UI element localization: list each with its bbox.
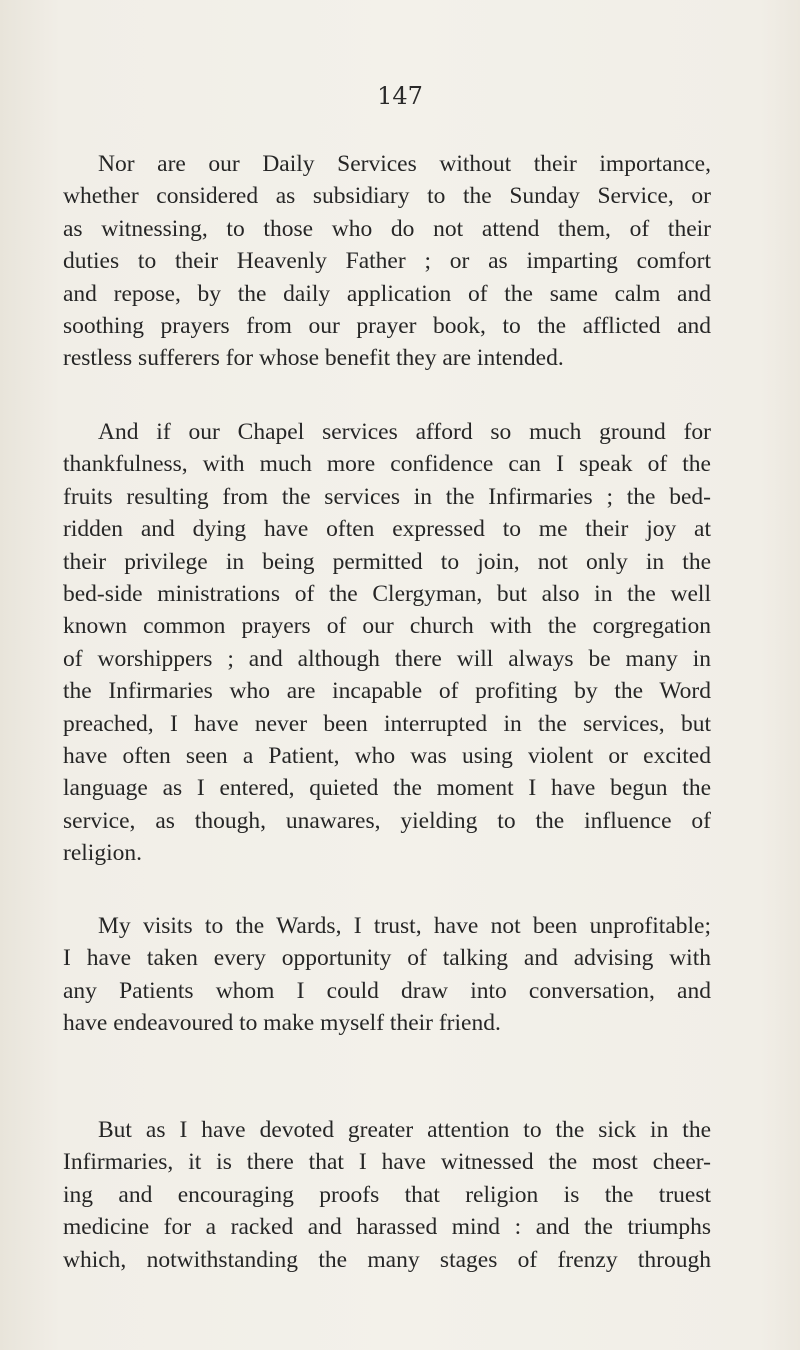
paragraph-line: Infirmaries, it is there that I have witnessed the most cheer- [63,1149,711,1176]
paragraph-line: My visits to the Wards, I trust, have not been unprofitable; [98,913,711,939]
paragraph-line: medicine for a racked and harassed mind : and the triumphs [63,1214,711,1241]
paragraph-line: of worshippers ; and although there will always be many in [63,645,711,672]
paragraph-line: as witnessing, to those who do not attend them, of their [63,215,711,242]
paragraph-line: which, notwithstanding the many stages of frenzy through [63,1246,711,1273]
paragraph-line: soothing prayers from our prayer book, to the afflicted and [63,312,711,339]
paragraph-4 [63,1114,711,1276]
paragraph-line: bed-side ministrations of the Clergyman, but also in the well [63,580,711,607]
paragraph-line: thankfulness, with much more confidence can I speak of the [63,451,711,478]
paragraph-line: duties to their Heavenly Father ; or as imparting comfort [63,248,711,275]
paragraph-line: And if our Chapel services afford so much ground for [98,419,711,445]
paragraph-line: restless sufferers for whose benefit they are intended. [63,345,564,372]
paragraph-line: whether considered as subsidiary to the Sunday Service, or [63,183,711,210]
paragraph-line: ing and encouraging proofs that religion is the truest [63,1181,711,1208]
paragraph-line: have often seen a Patient, who was using violent or excited [63,742,711,769]
paragraph-line: ridden and dying have often expressed to me their joy at [63,516,711,543]
paragraph-line: the Infirmaries who are incapable of profiting by the Word [63,678,711,705]
paragraph-line: Nor are our Daily Services without their importance, [98,151,711,177]
paragraph-line: language as I entered, quieted the moment I have begun the [63,775,711,802]
paragraph-line: service, as though, unawares, yielding to the influence of [63,807,711,834]
paragraph-line: But as I have devoted greater attention to the sick in the [98,1117,711,1143]
paragraph-2 [63,416,711,869]
paragraph-line: any Patients whom I could draw into conversation, and [63,977,711,1004]
paragraph-3 [63,910,711,1040]
paragraph-line: religion. [63,840,142,867]
paragraph-line: I have taken every opportunity of talking and advising with [63,945,711,972]
paragraph-line: their privilege in being permitted to join, not only in the [63,548,711,575]
page-number: 147 [377,82,423,110]
paragraph-line: preached, I have never been interrupted in the services, but [63,710,711,737]
paragraph-1 [63,148,711,375]
paragraph-line: have endeavoured to make myself their friend. [63,1010,501,1037]
paragraph-line: fruits resulting from the services in the Infirmaries ; the bed- [63,483,711,510]
paragraph-line: and repose, by the daily application of the same calm and [63,280,711,307]
paragraph-line: known common prayers of our church with the corgregation [63,613,711,640]
